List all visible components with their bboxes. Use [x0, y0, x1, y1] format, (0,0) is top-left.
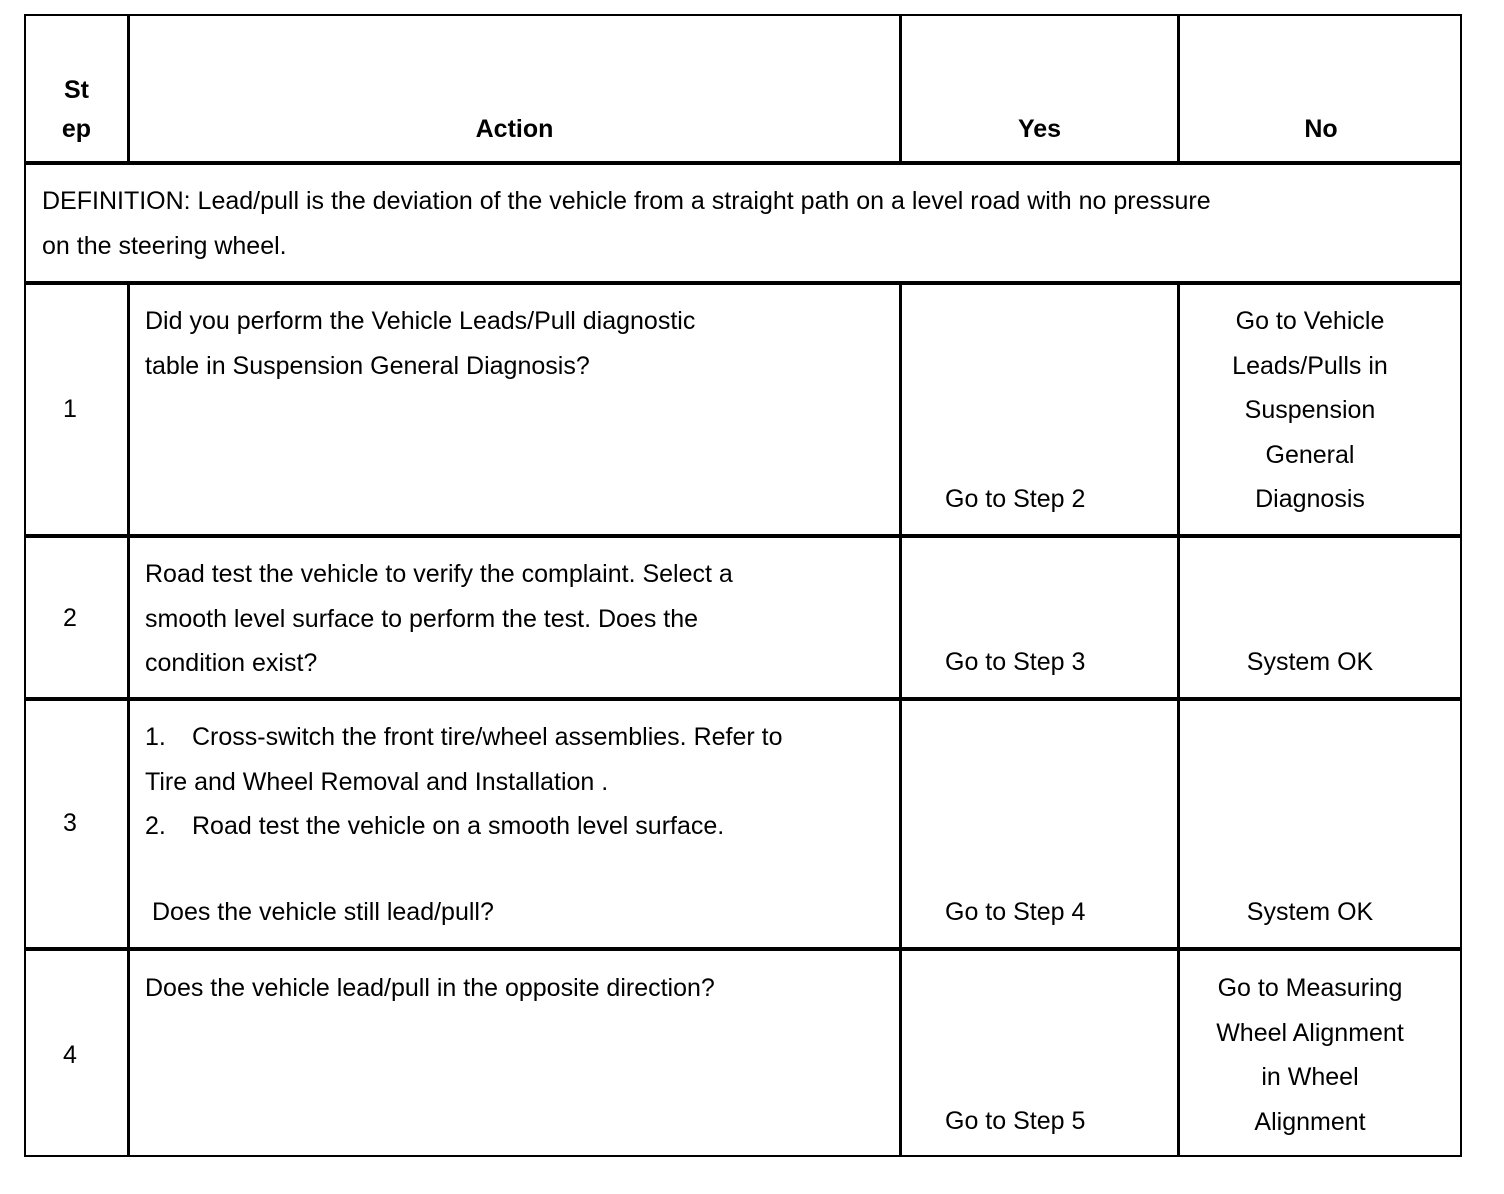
action-line: Road test the vehicle to verify the complaint. Select a [145, 560, 733, 588]
action-line: Did you perform the Vehicle Leads/Pull diagnostic [145, 307, 696, 335]
row-divider [26, 161, 1460, 165]
row-divider [26, 947, 1460, 951]
action-line: Road test the vehicle on a smooth level surface. [192, 812, 725, 840]
yes-result: Go to Step 4 [945, 898, 1086, 926]
no-line: Alignment [1254, 1107, 1366, 1136]
definition-text [42, 179, 1211, 268]
header-step-line1: St [64, 76, 89, 104]
step-number: 4 [63, 1041, 77, 1069]
no-result: System OK [1246, 898, 1374, 926]
header-step [26, 71, 127, 149]
action-text [145, 715, 783, 849]
no-line: General [1265, 440, 1355, 469]
action-line: smooth level surface to perform the test. Does the [145, 604, 699, 633]
action-line: table in Suspension General Diagnosis? [145, 351, 590, 380]
diagnostic-table [24, 14, 1462, 1157]
action-line: Cross-switch the front tire/wheel assemblies. Refer to [192, 723, 783, 751]
header-step-line2: ep [61, 115, 92, 143]
header-yes: Yes [1017, 115, 1062, 143]
row-divider [26, 697, 1460, 701]
definition-line: DEFINITION: Lead/pull is the deviation of the vehicle from a straight path on a level road with no pressure [42, 187, 1211, 215]
list-number: 2. [145, 812, 166, 840]
no-line: Diagnosis [1255, 485, 1365, 513]
no-line: Go to Vehicle [1235, 307, 1385, 335]
action-question: Does the vehicle still lead/pull? [152, 898, 494, 926]
row-divider [26, 534, 1460, 538]
step-number: 2 [63, 604, 77, 632]
no-line: Leads/Pulls in [1232, 351, 1388, 380]
no-line: Wheel Alignment [1216, 1018, 1404, 1047]
no-line: in Wheel [1261, 1063, 1359, 1091]
yes-result: Go to Step 2 [945, 485, 1086, 513]
no-line: Suspension [1244, 396, 1376, 424]
row-divider [26, 281, 1460, 285]
header-no: No [1304, 115, 1338, 143]
action-list-item [145, 804, 783, 849]
header-action: Action [475, 115, 554, 143]
column-divider [899, 283, 902, 1157]
no-result [1180, 299, 1440, 522]
list-number: 1. [145, 723, 166, 751]
no-result [1180, 966, 1440, 1144]
action-line: Tire and Wheel Removal and Installation . [145, 767, 609, 796]
no-result: System OK [1246, 648, 1374, 676]
action-text: Does the vehicle lead/pull in the opposite direction? [145, 974, 715, 1002]
column-divider [127, 283, 130, 1157]
action-line: condition exist? [145, 649, 318, 677]
action-text [145, 552, 733, 686]
no-line: Go to Measuring [1217, 974, 1403, 1002]
step-number: 3 [63, 809, 77, 837]
definition-line: on the steering wheel. [42, 231, 287, 260]
action-list-item [145, 715, 783, 760]
step-number: 1 [63, 395, 77, 423]
yes-result: Go to Step 5 [945, 1107, 1086, 1135]
yes-result: Go to Step 3 [945, 648, 1086, 676]
action-text [145, 299, 695, 388]
